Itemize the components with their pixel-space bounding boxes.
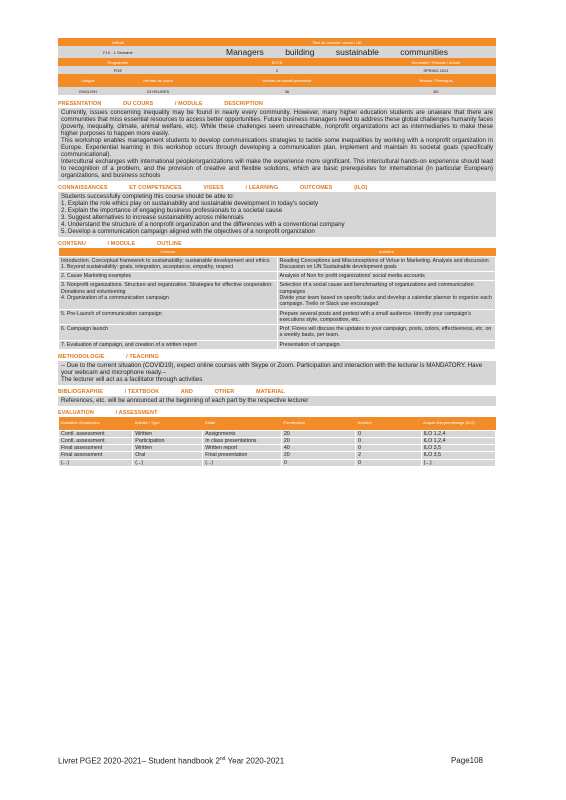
eval-header: Détail [203, 417, 282, 430]
eval-cell: 20 [281, 452, 355, 459]
bibliography-paragraph: References, etc. will be announced at the beginning of each part by the respective lecturer [61, 397, 309, 405]
value-programme: PGE [113, 67, 123, 73]
eval-cell: ILO 1,2,4 [421, 437, 495, 444]
heading-part: CONTENU [58, 241, 86, 247]
outline-activity-cell: Selection of a social cause and benchmarking of organizations and communication campaigns Divide your team based on specific tasks and develop a calendar planner to organize each campaign. Trello or Slack use encouraged [277, 281, 496, 309]
section-outcomes-heading [58, 185, 496, 191]
title-word: Managers [226, 47, 264, 57]
header-row-values-2 [58, 87, 496, 95]
outline-content-cell: 3. Nonprofit organizations. Structure and organization. Strategies for effective cooperation: Donations and volunteering 4. Organization of a communication campaign [59, 281, 278, 309]
header-row-values [58, 66, 496, 74]
outline-header-contenu: Contenu [59, 248, 278, 256]
header-label-intitule: Intitulé [112, 39, 124, 45]
eval-cell: (...) [133, 459, 203, 466]
eval-cell: Assignments [203, 430, 282, 437]
outline-content-cell: 6. Campaign launch [59, 325, 278, 341]
eval-row [59, 445, 496, 452]
section-outline-heading [58, 241, 496, 247]
eval-cell: Written report [203, 445, 282, 452]
eval-cell: Final assessment [59, 445, 133, 452]
course-code: F10 - 1 Semaine [103, 49, 133, 55]
course-sheet [58, 38, 496, 467]
label-niveau: Niveau / Prérequis [419, 78, 453, 83]
eval-cell: 0 [356, 430, 422, 437]
title-word: building [285, 47, 315, 57]
outline-header-activites: Activités [277, 248, 496, 256]
outline-activity-cell: Analysis of Non for profit organizations' social media accounts [277, 272, 496, 281]
outline-table [58, 248, 496, 350]
label-ects: ECTS [271, 59, 283, 65]
outline-activity-cell: Presentation of campaign. [277, 340, 496, 349]
outcome-item: 4. Understand the structure of a nonprofit organization and the differences with a conventional company [61, 221, 345, 228]
eval-cell: 0 [356, 445, 422, 452]
eval-cell: Final presentation [203, 452, 282, 459]
heading-part: / MODULE [107, 241, 136, 247]
eval-cell: ILO 3,5 [421, 445, 495, 452]
outcome-intro: Students successfully completing this course should be able to: [61, 193, 235, 200]
heading-part: DESCRIPTION [224, 101, 263, 107]
outline-activity-cell: Prepare several posts and pretest with a small audience. Identify your campaign's executions style, composition, etc. [277, 309, 496, 325]
presentation-paragraph: Intercultural exchanges with international people/organizations will make the experience more significant. This intercultural hands-on experience should lead to recognition of a problem, and the provision of creative and flexible solutions, which are basic prerequisites for international (in particular European) organizations, and business schools [61, 158, 493, 179]
heading-part: BIBLIOGRAPHIE [58, 389, 103, 396]
evaluation-table [58, 417, 496, 467]
heading-part: / MODULE [174, 101, 203, 107]
eval-row [59, 452, 496, 459]
outline-activity-cell: Prof. Flores will discuss the updates to your campaign, posts, colors, effectiveness, etc. on a weekly basis, per team. [277, 325, 496, 341]
heading-part: AND [180, 389, 193, 396]
value-langue: ENGLISH [79, 88, 97, 94]
heading-part: DU COURS [123, 101, 154, 107]
eval-cell: (...) [59, 459, 133, 466]
header-row-labels [58, 38, 496, 46]
presentation-paragraph: This workshop enables management students to develop communications strategies to tackle some inequalities by working with a nonprofit organization in Europe. Experiential learning in this workshop occurs through developing a communication plan, implement and maintain its societal goals (specifically communicational). [61, 137, 493, 158]
section-evaluation-heading [58, 410, 496, 416]
eval-cell: Contl. assessment [59, 437, 133, 444]
eval-header: Acquis d'apprentissage (ILO) [421, 417, 495, 430]
footer-text: Year 2020-2021 [225, 756, 285, 766]
heading-part: / TEACHING [126, 354, 159, 361]
section-bibliography-heading [58, 389, 496, 395]
heading-part: EVALUATION [58, 410, 94, 417]
heading-part: MATERIAL [255, 389, 285, 396]
eval-cell: 0 [281, 459, 355, 466]
eval-cell: Final assessment [59, 452, 133, 459]
heading-part: VISEES [203, 185, 224, 191]
title-word: sustainable [335, 47, 379, 57]
outline-row [59, 272, 496, 281]
header-title-row [58, 46, 496, 58]
methodology-paragraph: -- Due to the current situation (COVID19), expect online courses with Skype or Zoom. Participation and interaction with the lecturer is MANDATORY. Have your webcam and microphone ready.-- [61, 362, 483, 377]
outline-row [59, 281, 496, 309]
eval-cell: 20 [281, 437, 355, 444]
value-ects: 2 [275, 67, 279, 73]
label-heures-perso: Heures de travail personnel [262, 78, 312, 83]
outline-content-cell: Introduction. Conceptual framework to sustainability; sustainable development and ethics 1. Beyond sustainability: goals, integration, acceptance, empathy, respect [59, 256, 278, 272]
heading-part: / ASSESSMENT [115, 410, 158, 417]
eval-cell: 20 [281, 430, 355, 437]
heading-part: ET COMPETENCES [129, 185, 182, 191]
header-row-labels-2 [58, 58, 496, 66]
footer-handbook-label [58, 756, 284, 766]
eval-cell: 2 [356, 452, 422, 459]
course-title [178, 47, 496, 57]
eval-row [59, 430, 496, 437]
outcome-item: 1. Explain the role ethics play on sustainability and sustainable development in today's society [61, 200, 319, 207]
presentation-paragraph: Currently, issues concerning inequality may be found in nearly every community. However, many higher education students are unaware that there are communities that miss essential resources to access better opportunities. Future business managers need to address these global challenges humanity faces (poverty, inequality, climate, animal welfare, etc). While these challenges seem unreachable, nonprofit organizations act as intermediaries to make these higher purposes to happen more easily. [61, 109, 493, 137]
heading-part: OUTCOMES [299, 185, 333, 191]
methodology-text [58, 361, 496, 385]
eval-cell: In class presentations [203, 437, 282, 444]
eval-header: Activité / Type [133, 417, 203, 430]
eval-cell: ILO 1,2,4 [421, 430, 495, 437]
eval-cell: Participation [133, 437, 203, 444]
eval-cell: Contl. assessment [59, 430, 133, 437]
outline-content-cell: 5. Pre-Launch of communication campaign [59, 309, 278, 325]
heading-part: / LEARNING [245, 185, 279, 191]
eval-cell: 40 [281, 445, 355, 452]
heading-part: / TEXTBOOK [124, 389, 160, 396]
eval-cell: 0 [356, 437, 422, 444]
label-langue: Langue [81, 78, 95, 83]
heading-part: PRESENTATION [58, 101, 102, 107]
outline-row [59, 309, 496, 325]
heading-part: OTHER [214, 389, 235, 396]
page-footer [58, 756, 483, 766]
section-presentation-heading [58, 101, 496, 107]
value-heures-perso: 36 [284, 88, 290, 94]
eval-cell: (...) [421, 459, 495, 466]
page-number: Page108 [450, 756, 483, 765]
label-heures-cours: Heures de cours [143, 78, 173, 83]
value-niveau: B2 [433, 88, 439, 94]
presentation-text [58, 108, 496, 181]
footer-sup: nd [219, 756, 226, 762]
heading-part: CONNAISSANCES [58, 185, 108, 191]
footer-text: Livret PGE2 2020-2021– Student handbook 2 [58, 756, 220, 766]
eval-row [59, 437, 496, 444]
value-heures-cours: 24 HEURES [146, 88, 170, 94]
eval-cell: (...) [203, 459, 282, 466]
label-programme: Programme [107, 59, 129, 65]
value-semestre: SPRING 2021 [423, 67, 449, 73]
heading-part: (ILO) [354, 185, 368, 191]
heading-part: METHODOLOGIE [58, 354, 105, 361]
label-semestre: Semestre / Période / Année [411, 59, 461, 65]
methodology-paragraph: The lecturer will act as a facilitator through activities [61, 376, 203, 384]
heading-part: OUTLINE [156, 241, 182, 247]
outcome-item: 2. Explain the importance of engaging business professionals to a societal cause [61, 207, 283, 214]
eval-cell: Oral [133, 452, 203, 459]
outcome-item: 3. Suggest alternatives to increase sustainability across millennials [61, 214, 244, 221]
eval-cell: 0 [356, 459, 422, 466]
outline-activity-cell: Reading Conceptions and Misconceptions of Virtue in Marketing. Analysis and discussion Discussion on UN Sustainable development goals [277, 256, 496, 272]
outline-content-cell: 2. Cause Marketing examples [59, 272, 278, 281]
eval-header: Pondération [281, 417, 355, 430]
outline-row [59, 325, 496, 341]
eval-header: Nombre [356, 417, 422, 430]
eval-cell: Written [133, 430, 203, 437]
outline-content-cell: 7. Evaluation of campaign, and creation of a written report [59, 340, 278, 349]
eval-cell: Written [133, 445, 203, 452]
eval-cell: ILO 3,5 [421, 452, 495, 459]
eval-header: Modalités d'évaluation [59, 417, 133, 430]
outcomes-list [58, 192, 496, 237]
outline-row [59, 256, 496, 272]
header-label-titre: Titre du module / cours / UE [312, 39, 362, 45]
title-word: communities [400, 47, 448, 57]
section-methodology-heading [58, 354, 496, 360]
bibliography-text [58, 396, 496, 406]
outline-row [59, 340, 496, 349]
eval-row [59, 459, 496, 466]
outcome-item: 5. Develop a communication campaign aligned with the objectives of a nonprofit organization [61, 228, 315, 235]
header-row-labels-3 [58, 74, 496, 87]
